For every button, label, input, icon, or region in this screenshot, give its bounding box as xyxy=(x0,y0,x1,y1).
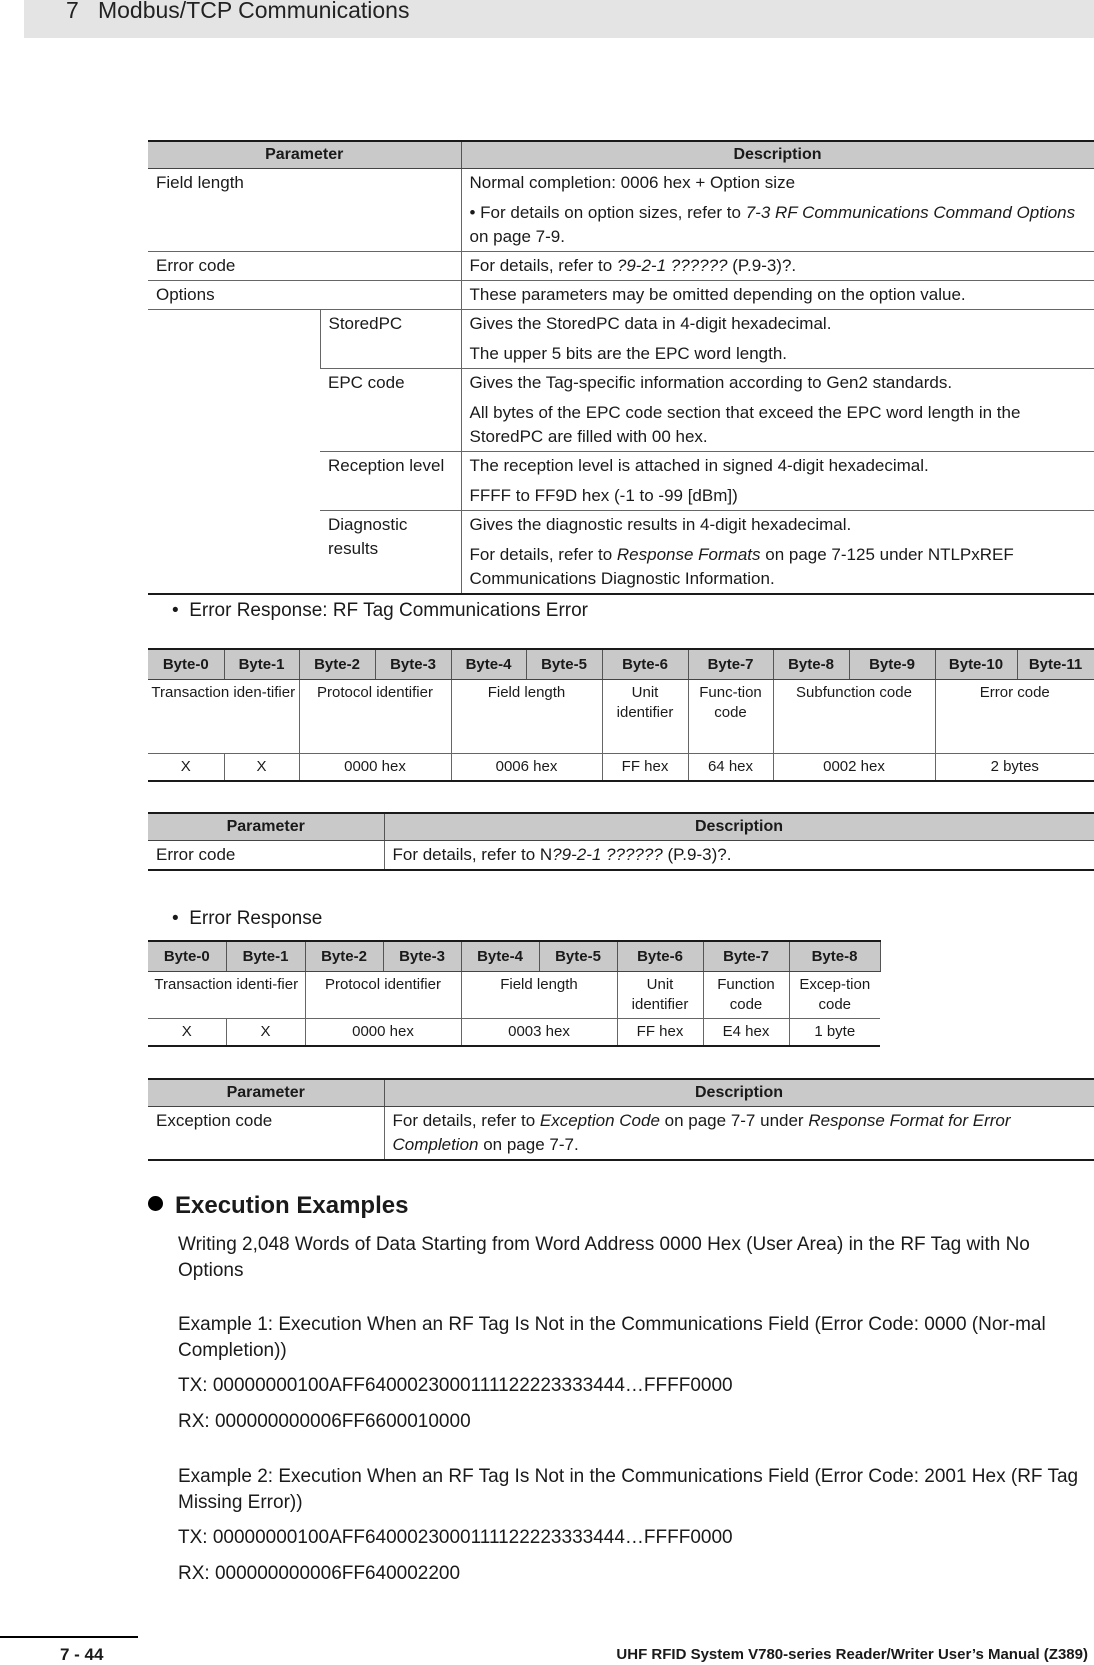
field-desc: Protocol identifier xyxy=(299,680,451,754)
field-desc: Protocol identifier xyxy=(305,972,461,1019)
example2-rx: RX: 000000000006FF640002200 xyxy=(178,1563,461,1584)
col-header-parameter: Parameter xyxy=(148,813,384,840)
param-name: Field length xyxy=(148,168,461,251)
field-value: 0000 hex xyxy=(305,1019,461,1047)
field-desc: Unit identifier xyxy=(602,680,688,754)
byte-header: Byte-5 xyxy=(539,941,617,972)
param-name: Error code xyxy=(148,840,384,870)
param-description: The reception level is attached in signed 4-digit hexadecimal. FFFF to FF9D hex (-1 to -99 [dBm]) xyxy=(461,451,1094,510)
byte-header: Byte-7 xyxy=(703,941,789,972)
chapter-title: 7 Modbus/TCP Communications xyxy=(66,0,410,23)
byte-header: Byte-3 xyxy=(383,941,461,972)
field-desc: Transaction identi-fier xyxy=(148,972,305,1019)
table-row xyxy=(148,280,1094,309)
param-description: These parameters may be omitted depending on the option value. xyxy=(461,280,1094,309)
byte-header: Byte-1 xyxy=(224,649,299,680)
byte-table-error xyxy=(148,940,881,1047)
bullet-error-response-rf: • Error Response: RF Tag Communications Error xyxy=(172,600,588,621)
param-description: Normal completion: 0006 hex + Option size • For details on option sizes, refer to 7-3 RF Communications Command Options on page 7-9. xyxy=(461,168,1094,251)
parameter-table-error-code xyxy=(148,812,1094,871)
param-description: Gives the StoredPC data in 4-digit hexadecimal. The upper 5 bits are the EPC word length. xyxy=(461,309,1094,368)
examples-intro: Writing 2,048 Words of Data Starting from Word Address 0000 Hex (User Area) in the RF Tag with No Options xyxy=(178,1234,1030,1281)
field-value: 64 hex xyxy=(688,754,773,782)
field-desc: Field length xyxy=(461,972,617,1019)
bullet-error-response: • Error Response xyxy=(172,908,323,929)
col-header-description: Description xyxy=(461,141,1094,168)
param-name: Exception code xyxy=(148,1106,384,1160)
col-header-parameter: Parameter xyxy=(148,141,461,168)
field-value: X xyxy=(148,754,224,782)
manual-title: UHF RFID System V780-series Reader/Writer User’s Manual (Z389) xyxy=(616,1646,1088,1663)
field-desc: Error code xyxy=(935,680,1094,754)
byte-header: Byte-2 xyxy=(305,941,383,972)
field-value: 0000 hex xyxy=(299,754,451,782)
byte-header: Byte-0 xyxy=(148,941,226,972)
byte-header: Byte-2 xyxy=(299,649,375,680)
field-value: 0002 hex xyxy=(773,754,935,782)
param-description: Gives the Tag-specific information according to Gen2 standards. All bytes of the EPC code section that exceed the EPC word length in the StoredPC are filled with 00 hex. xyxy=(461,368,1094,451)
param-description: For details, refer to ?9-2-1 ?????? (P.9-3)?. xyxy=(461,251,1094,280)
example1-rx: RX: 000000000006FF6600010000 xyxy=(178,1411,471,1432)
byte-header: Byte-5 xyxy=(526,649,602,680)
chapter-header xyxy=(24,0,1094,38)
field-value: 0006 hex xyxy=(451,754,602,782)
table-row xyxy=(148,168,1094,251)
field-value: FF hex xyxy=(602,754,688,782)
table-row xyxy=(148,1106,1094,1160)
byte-header: Byte-7 xyxy=(688,649,773,680)
table-row xyxy=(148,309,1094,368)
col-header-description: Description xyxy=(384,1079,1094,1106)
byte-table-rf-error xyxy=(148,648,1094,782)
example2-title: Example 2: Execution When an RF Tag Is Not in the Communications Field (Error Code: 2001 Hex (RF Tag Missing Error)) xyxy=(178,1466,1079,1513)
field-value: X xyxy=(224,754,299,782)
sub-param-name: EPC code xyxy=(320,368,461,451)
table-row xyxy=(148,251,1094,280)
byte-header: Byte-0 xyxy=(148,649,224,680)
field-value: FF hex xyxy=(617,1019,703,1047)
byte-header: Byte-11 xyxy=(1017,649,1094,680)
col-header-description: Description xyxy=(384,813,1094,840)
field-desc: Function code xyxy=(703,972,789,1019)
param-name: Error code xyxy=(148,251,461,280)
field-value: X xyxy=(226,1019,305,1047)
byte-header: Byte-4 xyxy=(451,649,526,680)
field-value: 2 bytes xyxy=(935,754,1094,782)
field-value: 0003 hex xyxy=(461,1019,617,1047)
field-value: E4 hex xyxy=(703,1019,789,1047)
param-description: For details, refer to N?9-2-1 ?????? (P.9-3)?. xyxy=(384,840,1094,870)
field-desc: Unit identifier xyxy=(617,972,703,1019)
field-desc: Transaction iden-tifier xyxy=(148,680,299,754)
field-value: 1 byte xyxy=(789,1019,880,1047)
options-spacer xyxy=(148,309,320,594)
byte-header: Byte-4 xyxy=(461,941,539,972)
param-name: Options xyxy=(148,280,461,309)
sub-param-name: StoredPC xyxy=(320,309,461,368)
table-row xyxy=(148,840,1094,870)
byte-header: Byte-8 xyxy=(773,649,849,680)
bullet-dot-icon xyxy=(148,1196,163,1211)
field-value: X xyxy=(148,1019,226,1047)
byte-header: Byte-10 xyxy=(935,649,1017,680)
byte-header: Byte-1 xyxy=(226,941,305,972)
sub-param-name: Diagnostic results xyxy=(320,510,461,594)
section-heading-examples: Execution Examples xyxy=(148,1192,408,1220)
parameter-table-exception-code xyxy=(148,1078,1094,1161)
example1-title: Example 1: Execution When an RF Tag Is Not in the Communications Field (Error Code: 0000 (Nor-mal Completion)) xyxy=(178,1314,1046,1361)
example2-tx: TX: 00000000100AFF6400023000111122223333444…FFFF0000 xyxy=(178,1527,733,1548)
param-description: For details, refer to Exception Code on page 7-7 under Response Format for Error Completion on page 7-7. xyxy=(384,1106,1094,1160)
byte-header: Byte-6 xyxy=(617,941,703,972)
parameter-table-response xyxy=(148,140,1094,595)
byte-header: Byte-8 xyxy=(789,941,880,972)
byte-header: Byte-3 xyxy=(375,649,451,680)
param-description: Gives the diagnostic results in 4-digit hexadecimal. For details, refer to Response Formats on page 7-125 under NTLPxREF Communications Diagnostic Information. xyxy=(461,510,1094,594)
field-desc: Excep-tion code xyxy=(789,972,880,1019)
byte-header: Byte-6 xyxy=(602,649,688,680)
page-number: 7 - 44 xyxy=(60,1645,104,1664)
field-desc: Field length xyxy=(451,680,602,754)
footer-rule xyxy=(0,1636,138,1638)
col-header-parameter: Parameter xyxy=(148,1079,384,1106)
byte-header: Byte-9 xyxy=(849,649,935,680)
field-desc: Func-tion code xyxy=(688,680,773,754)
field-desc: Subfunction code xyxy=(773,680,935,754)
sub-param-name: Reception level xyxy=(320,451,461,510)
example1-tx: TX: 00000000100AFF6400023000111122223333444…FFFF0000 xyxy=(178,1375,733,1396)
